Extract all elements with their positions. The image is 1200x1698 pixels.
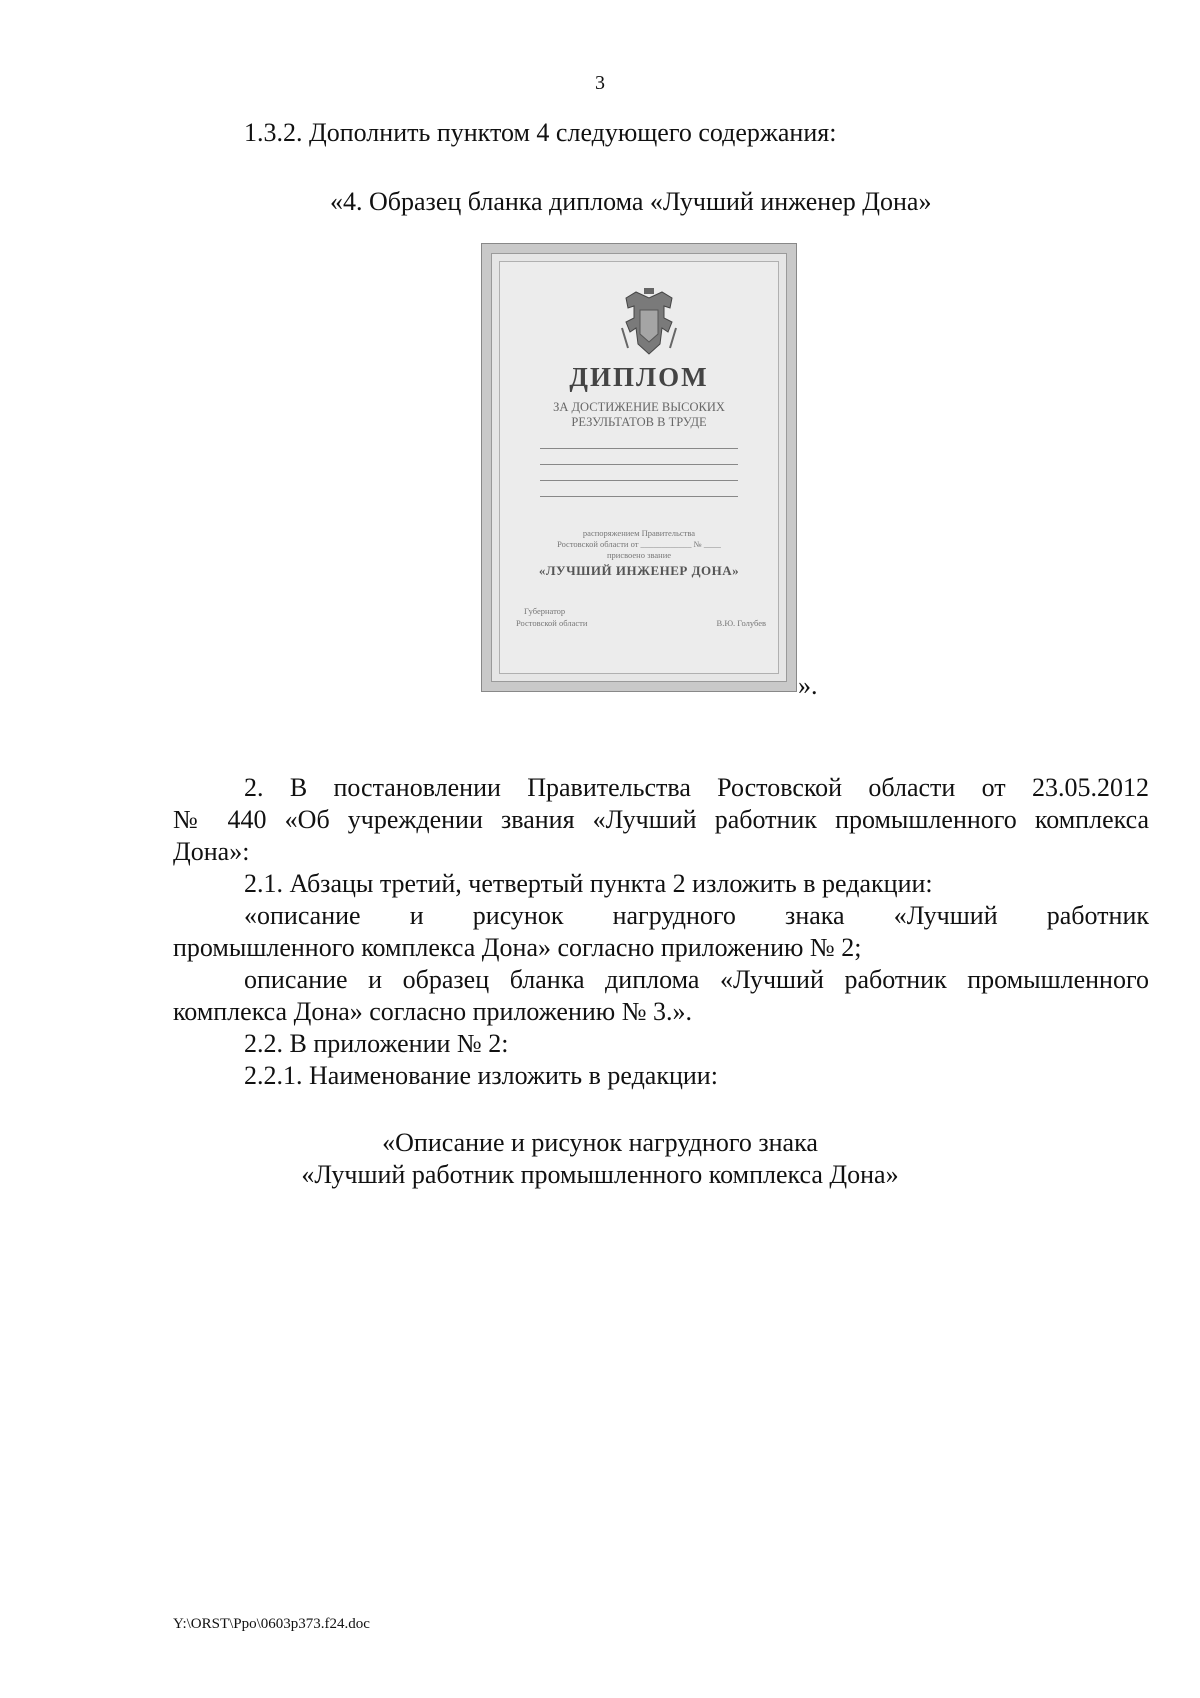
signer-role-2: Ростовской области: [516, 618, 588, 628]
item-1-3-2: 1.3.2. Дополнить пунктом 4 следующего содержания:: [244, 118, 837, 147]
para-2-1-quote-line-2: промышленного комплекса Дона» согласно приложению № 2;: [173, 933, 862, 962]
signer-role-1: Губернатор: [524, 606, 566, 616]
para-2-2-1: 2.2.1. Наименование изложить в редакции:: [244, 1061, 718, 1090]
diploma-order-line-3: присвоено звание: [606, 550, 672, 560]
para-2-line-2: № 440 «Об учреждении звания «Лучший работник промышленного комплекса: [173, 805, 1149, 834]
para-2-line-3: Дона»:: [173, 837, 250, 866]
diploma-subtitle-2: РЕЗУЛЬТАТОВ В ТРУДЕ: [571, 415, 707, 429]
diploma-order-line-2: Ростовской области от ____________ № ____: [557, 539, 721, 549]
diploma-subtitle-1: ЗА ДОСТИЖЕНИЕ ВЫСОКИХ: [553, 400, 725, 414]
quoted-title-line-2: «Лучший работник промышленного комплекса Дона»: [301, 1160, 899, 1189]
diploma-blank-line: [540, 448, 738, 449]
para-2-2: 2.2. В приложении № 2:: [244, 1029, 509, 1058]
heading-item-4: «4. Образец бланка диплома «Лучший инженер Дона»: [330, 187, 932, 216]
quoted-title-line-1: «Описание и рисунок нагрудного знака: [382, 1128, 818, 1157]
signer-name: В.Ю. Голубев: [716, 618, 766, 628]
footer-file-path: Y:\ORST\Ppo\0603p373.f24.doc: [173, 1616, 370, 1632]
para-2-1-quote-line-4: комплекса Дона» согласно приложению № 3.».: [173, 997, 692, 1026]
diploma-title: ДИПЛОМ: [569, 362, 709, 392]
page-number: 3: [595, 72, 605, 94]
diploma-blank-line: [540, 480, 738, 481]
coat-of-arms-icon: [618, 288, 680, 360]
diploma-sample-image: [481, 243, 797, 692]
diploma-frame: [491, 253, 787, 682]
diploma-honor-title: «ЛУЧШИЙ ИНЖЕНЕР ДОНА»: [538, 563, 740, 578]
diploma-field: [499, 261, 779, 674]
para-2-1-quote-line-3: описание и образец бланка диплома «Лучший работник промышленного: [244, 965, 1149, 994]
para-2-1: 2.1. Абзацы третий, четвертый пункта 2 изложить в редакции:: [244, 869, 933, 898]
diploma-order-line-1: распоряжением Правительства: [582, 528, 696, 538]
diploma-blank-line: [540, 496, 738, 497]
diploma-blank-line: [540, 464, 738, 465]
para-2-line-1: 2. В постановлении Правительства Ростовской области от 23.05.2012: [244, 773, 1149, 802]
para-2-1-quote-line-1: «описание и рисунок нагрудного знака «Лучший работник: [244, 901, 1149, 930]
closing-quote-mark: ».: [798, 671, 818, 700]
